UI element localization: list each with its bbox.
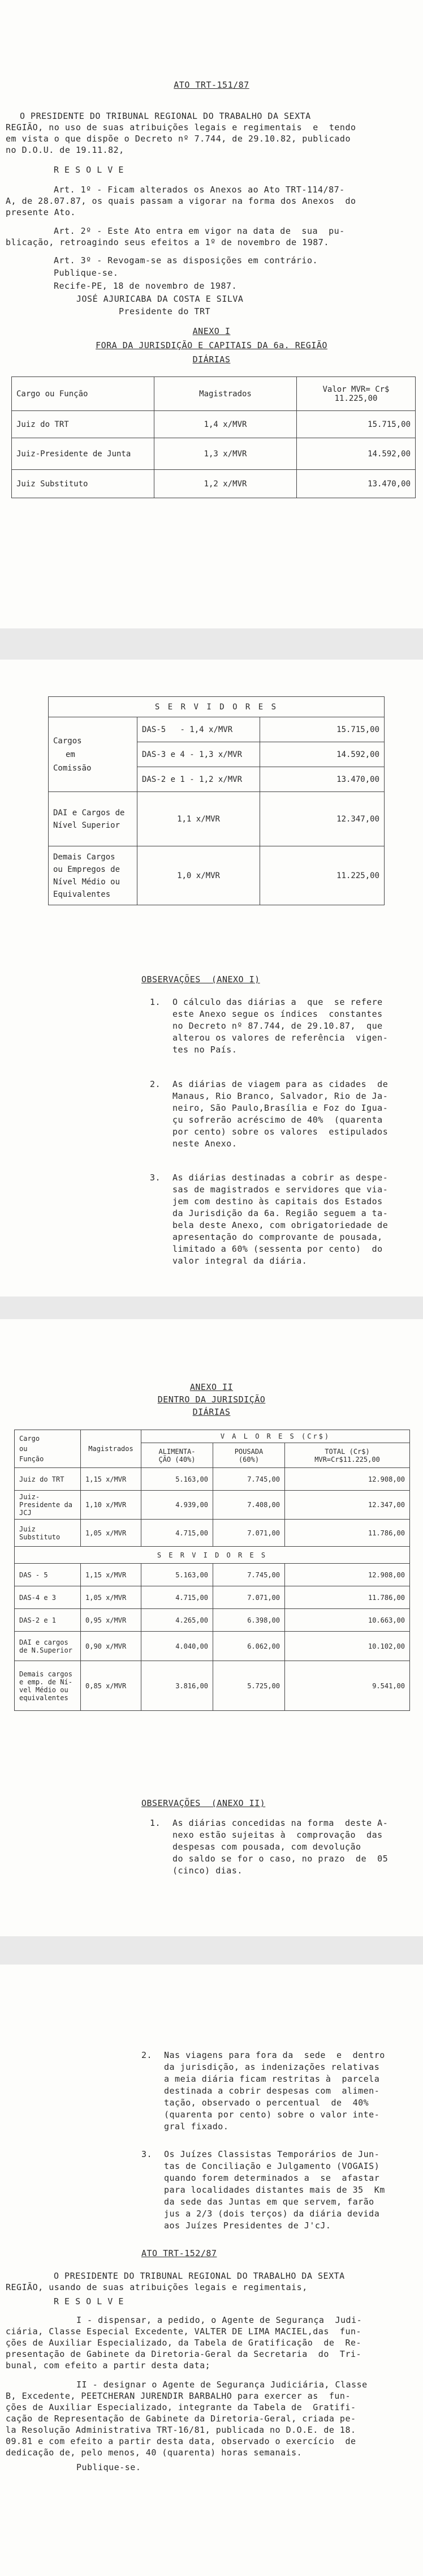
header-line: ÇÃO (40%) — [158, 1455, 196, 1464]
item1-line-3: ções de Auxiliar Especializado, da Tabela de Gratificação de Re- — [6, 2338, 362, 2348]
art2-line-1: Art. 2º - Este Ato entra em vigor na data de sua pu- — [54, 226, 345, 236]
das-rate: - 1,4 x/MVR — [180, 725, 233, 734]
item1-line-2: ciária, Classe Especial Excedente, VALTER DE LIMA MACIEL,das fun- — [6, 2326, 362, 2337]
observation-line: As diárias de viagem para as cidades de — [172, 1079, 389, 1089]
table-row — [49, 717, 385, 742]
act-title: ATO TRT-152/87 — [141, 2248, 217, 2258]
annex-subtitle: FORA DA JURISDIÇÃO E CAPITAIS DA 6a. REGIÃO — [96, 340, 327, 350]
act-title: ATO TRT-151/87 — [174, 80, 249, 90]
intro-line-2: REGIÃO, no uso de suas atribuições legais e regimentais e tendo — [6, 122, 356, 132]
table-cell: 4.040,00 — [141, 1632, 213, 1661]
table-cell: 6.062,00 — [213, 1632, 285, 1661]
observation-line: neste Anexo. — [172, 1139, 238, 1149]
demais-label-line: ou Empregos de — [53, 865, 120, 874]
header-line: TOTAL (Cr$) — [325, 1447, 370, 1456]
table-cell: Juiz-Presidente de Junta — [12, 438, 154, 470]
observation-line: tação, observado o percentual de 40% — [164, 2098, 369, 2108]
table-cell: 11.786,00 — [285, 1520, 410, 1547]
table-cell: Demais cargos e emp. de Ní-vel Médio ou equivalentes — [15, 1661, 81, 1711]
observation-line: bela deste Anexo, com obrigatoriedade de — [172, 1220, 389, 1230]
art3-line: Art. 3º - Revogam-se as disposições em contrário. — [54, 255, 318, 266]
column-header — [213, 1443, 285, 1468]
table-cell: 10.102,00 — [285, 1632, 410, 1661]
art1-line-1: Art. 1º - Ficam alterados os Anexos ao Ato TRT-114/87- — [54, 185, 345, 195]
observation-line: Os Juízes Classistas Temporários de Jun- — [164, 2149, 380, 2159]
observation-text — [172, 1172, 388, 1267]
table-cell: 1,05 x/MVR — [81, 1520, 141, 1547]
table-cell: Juiz Substituto — [15, 1520, 81, 1547]
table-row — [15, 1491, 410, 1520]
table-cell: 1,0 x/MVR — [137, 846, 260, 905]
demais-label-line: Nível Médio ou — [53, 877, 120, 887]
das-rate: - 1,3 x/MVR — [189, 750, 243, 759]
table-row — [15, 1609, 410, 1632]
column-header — [15, 1430, 81, 1468]
table-cell: 7.408,00 — [213, 1491, 285, 1520]
observation-line: tes no País. — [172, 1045, 238, 1055]
table-row — [15, 1661, 410, 1711]
table-cell: 0,85 x/MVR — [81, 1661, 141, 1711]
table-header-row — [12, 377, 416, 411]
column-header: Magistrados — [81, 1430, 141, 1468]
table-cell — [137, 767, 260, 792]
das-level: DAS-2 e 1 — [142, 774, 185, 784]
table-cell: Juiz-Presidente da JCJ — [15, 1491, 81, 1520]
annex-title: ANEXO I — [192, 326, 231, 336]
annex-subtitle-2: DIÁRIAS — [192, 1407, 231, 1417]
table-row — [49, 792, 385, 846]
observation-line: neiro, São Paulo,Brasília e Foz do Igua- — [172, 1103, 389, 1113]
table-row — [15, 1586, 410, 1609]
observation-line: tas de Conciliação e Julgamento (VOGAIS) — [164, 2161, 380, 2171]
header-line: Função — [19, 1455, 44, 1463]
item1-line-1: I - dispensar, a pedido, o Agente de Segurança Judi- — [76, 2315, 362, 2325]
observation-line: alterou os valores de referência vigen- — [172, 1033, 389, 1043]
art2-line-2: blicação, retroagindo seus efeitos a 1º de novembro de 1987. — [6, 237, 329, 247]
table-cell: 10.663,00 — [285, 1609, 410, 1632]
table-cell: 1,15 x/MVR — [81, 1564, 141, 1586]
column-header: Magistrados — [154, 377, 297, 411]
commission-label-line: Cargos — [53, 736, 82, 746]
table-cell: 7.745,00 — [213, 1468, 285, 1491]
table-cell — [137, 742, 260, 767]
table-cell: 1,05 x/MVR — [81, 1586, 141, 1609]
table-cell: 14.592,00 — [260, 742, 385, 767]
table-cell: DAS - 5 — [15, 1564, 81, 1586]
observation-1 — [150, 1817, 410, 1880]
document-page-4 — [0, 1965, 423, 2576]
signer-role: Presidente do TRT — [119, 306, 211, 316]
table-row — [15, 1520, 410, 1547]
header-line: ou — [19, 1445, 28, 1453]
table-cell: 1,1 x/MVR — [137, 792, 260, 846]
observation-line: despesas com pousada, com devolução — [172, 1842, 361, 1852]
header-line: POUSADA — [234, 1447, 264, 1456]
values-group-header: V A L O R E S (Cr$) — [141, 1430, 410, 1443]
item2-line-3: ções de Auxiliar Especializado, integrante da Tabela de Gratifi- — [6, 2402, 356, 2412]
table-cell: DAS-2 e 1 — [15, 1609, 81, 1632]
table-cell: 12.908,00 — [285, 1468, 410, 1491]
art1-line-3: presente Ato. — [6, 207, 76, 217]
table-cell — [137, 717, 260, 742]
observation-line: nexo estão sujeitas à comprovação das — [172, 1830, 383, 1840]
table-cell: 4.939,00 — [141, 1491, 213, 1520]
table-row — [12, 411, 416, 438]
observation-text — [164, 2049, 385, 2133]
document-page-1 — [0, 0, 423, 628]
observation-line: çu sofrerão acréscimo de 40% (quarenta — [172, 1115, 383, 1125]
table-cell: 9.541,00 — [285, 1661, 410, 1711]
commission-label-line: Comissão — [53, 763, 92, 773]
item2-line-4: cação de Representação de Gabinete da Diretoria-Geral, criada pe- — [6, 2414, 356, 2424]
table-cell: 14.592,00 — [297, 438, 416, 470]
table-cell: 13.470,00 — [297, 470, 416, 498]
servants-table — [48, 696, 385, 905]
observation-line: Nas viagens para fora da sede e dentro — [164, 2050, 385, 2060]
das-level: DAS-3 e 4 — [142, 750, 185, 759]
item2-line-2: B, Excedente, PEETCHERAN JURENDIR BARBALHO para exercer as fun- — [6, 2391, 351, 2401]
demais-label-line: Demais Cargos — [53, 852, 115, 862]
observation-text — [172, 1079, 388, 1150]
resolve-heading: R E S O L V E — [54, 165, 124, 175]
annex-title: ANEXO II — [189, 1382, 234, 1392]
table-cell: 0,90 x/MVR — [81, 1632, 141, 1661]
table-cell: 1,4 x/MVR — [154, 411, 297, 438]
observation-line: gral fixado. — [164, 2121, 229, 2132]
dai-label-line: Nível Superior — [53, 820, 120, 830]
das-level: DAS-5 — [142, 725, 166, 734]
observation-text — [172, 996, 388, 1056]
observation-line: quando forem determinados a se afastar — [164, 2173, 380, 2183]
table-cell: 1,15 x/MVR — [81, 1468, 141, 1491]
observation-1 — [150, 996, 410, 1059]
dai-label-line: DAI e Cargos de — [53, 808, 125, 818]
observation-line: para localidades distantes mais de 35 Km — [164, 2185, 385, 2195]
observation-line: (quarenta por cento) sobre o valor inte- — [164, 2109, 380, 2120]
table-row — [15, 1564, 410, 1586]
table-cell: 7.745,00 — [213, 1564, 285, 1586]
table-cell: 0,95 x/MVR — [81, 1609, 141, 1632]
observation-line: destinada a cobrir despesas com alimen- — [164, 2086, 380, 2096]
table-cell: 5.163,00 — [141, 1468, 213, 1491]
observation-line: a meia diária ficam restritas à parcela — [164, 2074, 380, 2084]
table-cell: 11.786,00 — [285, 1586, 410, 1609]
table-cell: 7.071,00 — [213, 1586, 285, 1609]
table-cell: DAI e cargos de N.Superior — [15, 1632, 81, 1661]
column-header: Valor MVR= Cr$ 11.225,00 — [297, 377, 416, 411]
observation-line: aos Juízes Presidentes de J'cJ. — [164, 2220, 331, 2231]
observation-line: da Jurisdição da 6a. Região seguem a ta- — [172, 1208, 389, 1218]
observation-line: As diárias destinadas a cobrir as despe- — [172, 1173, 389, 1183]
intro-line-1: O PRESIDENTE DO TRIBUNAL REGIONAL DO TRABALHO DA SEXTA — [54, 2271, 345, 2281]
table-cell: 6.398,00 — [213, 1609, 285, 1632]
document-page-2 — [0, 660, 423, 1296]
table-row — [15, 1468, 410, 1491]
intro-line-3: em vista o que dispõe o Decreto nº 7.744, de 29.10.82, publicado — [6, 134, 351, 144]
publish-line: Publique-se. — [76, 2462, 141, 2472]
intro-line-2: REGIÃO, usando de suas atribuições legais e regimentais, — [6, 2282, 308, 2292]
intro-line-4: no D.O.U. de 19.11.82, — [6, 145, 124, 155]
observations-heading: OBSERVAÇÕES (ANEXO II) — [141, 1798, 266, 1808]
observations-heading: OBSERVAÇÕES (ANEXO I) — [141, 974, 260, 985]
signer-name: JOSÉ AJURICABA DA COSTA E SILVA — [76, 294, 244, 304]
commission-label-line: em — [66, 750, 75, 759]
observation-line: jem com destino às capitais dos Estados — [172, 1196, 383, 1206]
table-row — [49, 846, 385, 905]
observation-line: limitado a 60% (sessenta por cento) do — [172, 1244, 383, 1254]
observation-number: 1. — [150, 997, 161, 1007]
table-cell: 15.715,00 — [260, 717, 385, 742]
observation-line: jus a 2/3 (dois terços) da diária devida — [164, 2209, 380, 2219]
header-line: ALIMENTA- — [158, 1447, 196, 1456]
table-header-row — [15, 1430, 410, 1443]
observation-number: 1. — [150, 1818, 161, 1828]
header-line: (60%) — [238, 1455, 260, 1464]
observation-text — [164, 2149, 385, 2232]
observation-3 — [150, 1172, 410, 1271]
observation-line: (cinco) dias. — [172, 1865, 243, 1876]
table-cell: 12.347,00 — [285, 1491, 410, 1520]
observation-line: O cálculo das diárias a que se refere — [172, 997, 383, 1007]
observation-2 — [150, 1079, 410, 1152]
commission-label-cell — [49, 717, 137, 792]
observation-line: este Anexo segue os índices constantes — [172, 1009, 383, 1019]
observation-line: sas de magistrados e servidores que via- — [172, 1184, 389, 1195]
item2-line-6: 09.81 e com efeito a partir desta data, observado o exercício de — [6, 2436, 356, 2446]
date-line: Recife-PE, 18 de novembro de 1987. — [54, 281, 238, 291]
observation-number: 3. — [150, 1173, 161, 1183]
observation-text — [172, 1817, 388, 1877]
magistrates-table — [11, 376, 416, 498]
table-cell: 4.265,00 — [141, 1609, 213, 1632]
table-cell: 4.715,00 — [141, 1586, 213, 1609]
observation-number: 2. — [141, 2050, 153, 2060]
observation-number: 2. — [150, 1079, 161, 1089]
table-row — [15, 1632, 410, 1661]
resolve-heading: R E S O L V E — [54, 2296, 124, 2307]
observation-line: por cento) sobre os valores estipulados — [172, 1127, 389, 1137]
header-line: MVR=Cr$11.225,00 — [314, 1455, 380, 1464]
table-cell: 7.071,00 — [213, 1520, 285, 1547]
item2-line-5: la Resolução Administrativa TRT-16/81, publicada no D.O.E. de 18. — [6, 2425, 356, 2435]
table-cell: Juiz do TRT — [15, 1468, 81, 1491]
item1-line-4: presentação de Gabinete da Diretoria-Geral da Secretaria do Tri- — [6, 2349, 362, 2359]
table-cell: 15.715,00 — [297, 411, 416, 438]
table-cell — [49, 846, 137, 905]
table-cell: 4.715,00 — [141, 1520, 213, 1547]
table-cell: 13.470,00 — [260, 767, 385, 792]
table-cell: 3.816,00 — [141, 1661, 213, 1711]
table-cell: Juiz Substituto — [12, 470, 154, 498]
annex-ii-table — [14, 1430, 410, 1711]
header-line: Cargo — [19, 1435, 40, 1443]
table-header-row — [49, 697, 385, 717]
item2-line-1: II - designar o Agente de Segurança Judiciária, Classe — [76, 2380, 368, 2390]
observation-line: da jurisdição, as indenizações relativas — [164, 2062, 380, 2072]
table-cell: 12.347,00 — [260, 792, 385, 846]
table-cell: 1,3 x/MVR — [154, 438, 297, 470]
annex-subtitle-2: DIÁRIAS — [192, 354, 231, 365]
column-header — [141, 1443, 213, 1468]
table-cell: 11.225,00 — [260, 846, 385, 905]
item1-line-5: bunal, com efeito a partir desta data; — [6, 2360, 211, 2370]
art1-line-2: A, de 28.07.87, os quais passam a vigorar na forma dos Anexos do — [6, 196, 356, 206]
servants-section-header: S E R V I D O R E S — [15, 1547, 410, 1564]
table-cell: 5.163,00 — [141, 1564, 213, 1586]
observation-line: do saldo se for o caso, no prazo de 05 — [172, 1854, 389, 1864]
item2-line-7: dedicação de, pelo menos, 40 (quarenta) horas semanais. — [6, 2447, 303, 2458]
column-header: Cargo ou Função — [12, 377, 154, 411]
observation-line: no Decreto nº 87.744, de 29.10.87, que — [172, 1021, 383, 1031]
publish-line: Publique-se. — [54, 268, 119, 278]
intro-line-1: O PRESIDENTE DO TRIBUNAL REGIONAL DO TRABALHO DA SEXTA — [20, 111, 311, 121]
table-cell: DAS-4 e 3 — [15, 1586, 81, 1609]
table-title: S E R V I D O R E S — [49, 697, 385, 717]
table-cell — [49, 792, 137, 846]
table-row — [12, 438, 416, 470]
table-row — [12, 470, 416, 498]
observation-line: valor integral da diária. — [172, 1256, 308, 1266]
table-cell: 5.725,00 — [213, 1661, 285, 1711]
observation-2 — [141, 2049, 413, 2134]
column-header — [285, 1443, 410, 1468]
das-rate: - 1,2 x/MVR — [189, 774, 243, 784]
table-cell: 1,2 x/MVR — [154, 470, 297, 498]
observation-line: da sede das Juntas em que servem, farão — [164, 2197, 374, 2207]
table-cell: Juiz do TRT — [12, 411, 154, 438]
demais-label-line: Equivalentes — [53, 889, 111, 899]
table-header-row — [15, 1547, 410, 1564]
observation-number: 3. — [141, 2149, 153, 2159]
observation-3 — [141, 2149, 413, 2233]
annex-subtitle: DENTRO DA JURISDIÇÃO — [157, 1394, 266, 1405]
observation-line: As diárias concedidas na forma deste A- — [172, 1818, 389, 1828]
observation-line: apresentação do comprovante de pousada, — [172, 1232, 383, 1242]
table-cell: 12.908,00 — [285, 1564, 410, 1586]
observation-line: Manaus, Rio Branco, Salvador, Rio de Ja- — [172, 1091, 389, 1101]
document-page-3 — [0, 1319, 423, 1936]
table-cell: 1,10 x/MVR — [81, 1491, 141, 1520]
